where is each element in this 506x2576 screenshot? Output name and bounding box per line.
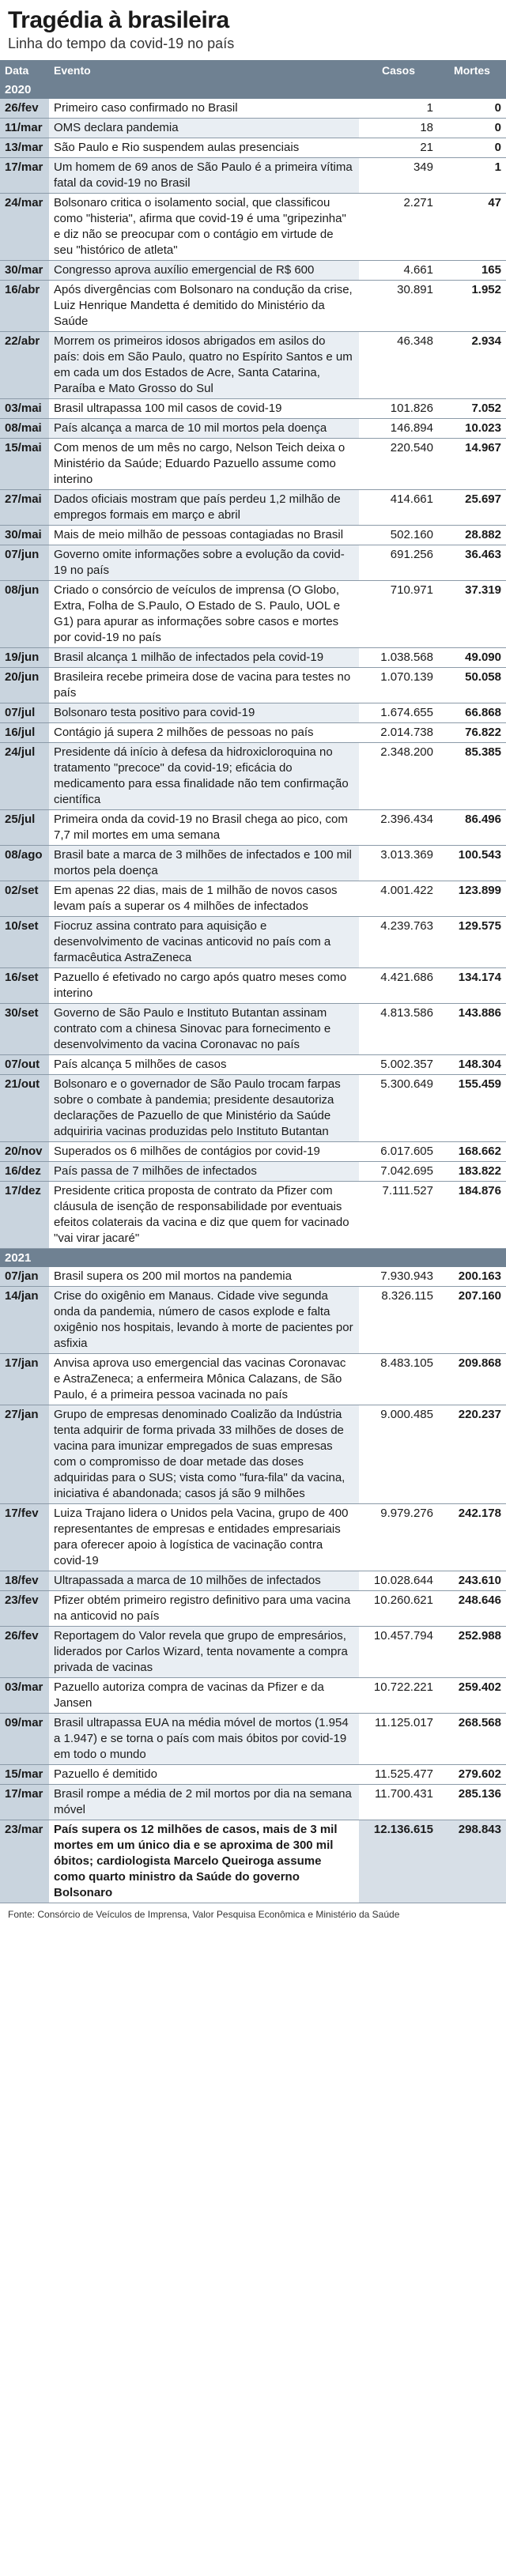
- death-count: 165: [438, 261, 506, 281]
- table-row: [0, 668, 506, 703]
- table-row: [0, 881, 506, 917]
- case-count: 46.348: [359, 332, 438, 399]
- event-date: 17/jan: [0, 1354, 49, 1405]
- death-count: 268.568: [438, 1714, 506, 1765]
- event-description: Anvisa aprova uso emergencial das vacinas Coronavac e AstraZeneca; a enfermeira Mônica Calazans, de São Paulo, é a primeira pessoa vacinada no país: [49, 1354, 359, 1405]
- event-description: Governo de São Paulo e Instituto Butantan assinam contrato com a chinesa Sinovac para fornecimento e desenvolvimento da vacina Coronavac no país: [49, 1004, 359, 1055]
- event-description: Brasileira recebe primeira dose de vacina para testes no país: [49, 668, 359, 703]
- table-row: [0, 526, 506, 545]
- case-count: 10.028.644: [359, 1571, 438, 1591]
- case-count: 414.661: [359, 490, 438, 526]
- case-count: 21: [359, 138, 438, 158]
- death-count: 184.876: [438, 1182, 506, 1249]
- death-count: 85.385: [438, 743, 506, 810]
- event-date: 30/set: [0, 1004, 49, 1055]
- table-row: [0, 99, 506, 119]
- death-count: 0: [438, 119, 506, 138]
- event-description: Fiocruz assina contrato para aquisição e desenvolvimento de vacinas anticovid no país com a farmacêutica AstraZeneca: [49, 917, 359, 968]
- death-count: 209.868: [438, 1354, 506, 1405]
- case-count: 11.125.017: [359, 1714, 438, 1765]
- event-description: País alcança 5 milhões de casos: [49, 1055, 359, 1075]
- event-description: Em apenas 22 dias, mais de 1 milhão de novos casos levam país a superar os 4 milhões de infectados: [49, 881, 359, 917]
- table-row: [0, 1055, 506, 1075]
- event-date: 03/mar: [0, 1678, 49, 1714]
- event-date: 17/dez: [0, 1182, 49, 1249]
- event-date: 19/jun: [0, 648, 49, 668]
- table-row: [0, 743, 506, 810]
- table-row: [0, 1714, 506, 1765]
- table-row: [0, 1591, 506, 1627]
- event-description: Bolsonaro testa positivo para covid-19: [49, 703, 359, 723]
- table-row: [0, 419, 506, 439]
- column-header-deaths: Mortes: [438, 60, 506, 81]
- event-date: 02/set: [0, 881, 49, 917]
- page-title: Tragédia à brasileira: [8, 7, 229, 33]
- death-count: 123.899: [438, 881, 506, 917]
- event-description: Pazuello é demitido: [49, 1765, 359, 1785]
- case-count: 502.160: [359, 526, 438, 545]
- header: [0, 8, 506, 60]
- death-count: 49.090: [438, 648, 506, 668]
- death-count: 76.822: [438, 723, 506, 743]
- year-label: 2021: [0, 1249, 506, 1268]
- event-date: 10/set: [0, 917, 49, 968]
- table-row: [0, 1354, 506, 1405]
- case-count: 5.002.357: [359, 1055, 438, 1075]
- table-row: [0, 1820, 506, 1903]
- table-row: [0, 1162, 506, 1182]
- event-description: Brasil alcança 1 milhão de infectados pela covid-19: [49, 648, 359, 668]
- table-row: [0, 119, 506, 138]
- death-count: 183.822: [438, 1162, 506, 1182]
- death-count: 207.160: [438, 1287, 506, 1354]
- case-count: 5.300.649: [359, 1075, 438, 1142]
- event-description: Reportagem do Valor revela que grupo de empresários, liderados por Carlos Wizard, tenta novamente a compra privada de vacinas: [49, 1627, 359, 1678]
- case-count: 349: [359, 158, 438, 194]
- table-row: [0, 158, 506, 194]
- table-row: [0, 917, 506, 968]
- event-date: 08/jun: [0, 581, 49, 648]
- table-row: [0, 1571, 506, 1591]
- case-count: 220.540: [359, 439, 438, 490]
- death-count: 259.402: [438, 1678, 506, 1714]
- death-count: 100.543: [438, 846, 506, 881]
- event-date: 30/mar: [0, 261, 49, 281]
- case-count: 8.483.105: [359, 1354, 438, 1405]
- case-count: 4.239.763: [359, 917, 438, 968]
- case-count: 2.014.738: [359, 723, 438, 743]
- event-description: Superados os 6 milhões de contágios por covid-19: [49, 1142, 359, 1162]
- event-date: 15/mar: [0, 1765, 49, 1785]
- case-count: 1: [359, 99, 438, 119]
- event-description: Mais de meio milhão de pessoas contagiadas no Brasil: [49, 526, 359, 545]
- table-row: [0, 332, 506, 399]
- case-count: 1.674.655: [359, 703, 438, 723]
- event-description: Presidente critica proposta de contrato da Pfizer com cláusula de isenção de responsabilidade por eventuais efeitos colaterais da vacina e diz que quem for vacinado "vai virar jacaré": [49, 1182, 359, 1249]
- event-date: 16/set: [0, 968, 49, 1004]
- death-count: 168.662: [438, 1142, 506, 1162]
- page-subtitle: Linha do tempo da covid-19 no país: [8, 36, 235, 51]
- case-count: 7.111.527: [359, 1182, 438, 1249]
- event-date: 21/out: [0, 1075, 49, 1142]
- event-description: País supera os 12 milhões de casos, mais de 3 mil mortes em um único dia e se aproxima de 300 mil óbitos; cardiologista Marcelo Queiroga assume como quarto ministro da Saúde do governo Bolsonaro: [49, 1820, 359, 1903]
- table-row: [0, 194, 506, 261]
- event-date: 07/out: [0, 1055, 49, 1075]
- source-footer: Fonte: Consórcio de Veículos de Imprensa, Valor Pesquisa Econômica e Ministério da Saúde: [8, 1909, 400, 1920]
- event-description: Pfizer obtém primeiro registro definitivo para uma vacina na anticovid no país: [49, 1591, 359, 1627]
- death-count: 7.052: [438, 399, 506, 419]
- event-description: País alcança a marca de 10 mil mortos pela doença: [49, 419, 359, 439]
- event-description: País passa de 7 milhões de infectados: [49, 1162, 359, 1182]
- year-row: [0, 1249, 506, 1268]
- event-date: 09/mar: [0, 1714, 49, 1765]
- table-row: [0, 261, 506, 281]
- case-count: 11.525.477: [359, 1765, 438, 1785]
- event-date: 15/mai: [0, 439, 49, 490]
- event-date: 24/mar: [0, 194, 49, 261]
- table-row: [0, 1678, 506, 1714]
- case-count: 12.136.615: [359, 1820, 438, 1903]
- event-description: Criado o consórcio de veículos de imprensa (O Globo, Extra, Folha de S.Paulo, O Estado de S. Paulo, UOL e G1) para apurar as informações sobre casos e mortes por covid-19 no país: [49, 581, 359, 648]
- event-date: 17/mar: [0, 1785, 49, 1820]
- case-count: 10.722.221: [359, 1678, 438, 1714]
- case-count: 9.000.485: [359, 1405, 438, 1504]
- table-row: [0, 1627, 506, 1678]
- event-description: Pazuello é efetivado no cargo após quatro meses como interino: [49, 968, 359, 1004]
- event-date: 18/fev: [0, 1571, 49, 1591]
- event-date: 17/mar: [0, 158, 49, 194]
- case-count: 11.700.431: [359, 1785, 438, 1820]
- death-count: 0: [438, 99, 506, 119]
- event-description: Grupo de empresas denominado Coalizão da Indústria tenta adquirir de forma privada 33 milhões de doses de vacina para imunizar empregados de suas empresas com o compromisso de doar metade das doses adquiridas para o SUS; vista como "fura-fila" da vacina, iniciativa é abandonada; casos já são 9 milhões: [49, 1405, 359, 1504]
- year-row: [0, 81, 506, 99]
- event-date: 26/fev: [0, 99, 49, 119]
- death-count: 252.988: [438, 1627, 506, 1678]
- event-description: Brasil ultrapassa EUA na média móvel de mortos (1.954 a 1.947) e se torna o país com mais óbitos por covid-19 em todo o mundo: [49, 1714, 359, 1765]
- table-row: [0, 1267, 506, 1287]
- event-date: 16/dez: [0, 1162, 49, 1182]
- death-count: 285.136: [438, 1785, 506, 1820]
- event-date: 23/fev: [0, 1591, 49, 1627]
- table-row: [0, 1287, 506, 1354]
- death-count: 155.459: [438, 1075, 506, 1142]
- death-count: 25.697: [438, 490, 506, 526]
- table-row: [0, 1182, 506, 1249]
- case-count: 30.891: [359, 281, 438, 332]
- event-date: 27/mai: [0, 490, 49, 526]
- event-date: 27/jan: [0, 1405, 49, 1504]
- death-count: 1: [438, 158, 506, 194]
- case-count: 4.661: [359, 261, 438, 281]
- table-row: [0, 648, 506, 668]
- case-count: 4.421.686: [359, 968, 438, 1004]
- case-count: 3.013.369: [359, 846, 438, 881]
- table-row: [0, 1405, 506, 1504]
- case-count: 710.971: [359, 581, 438, 648]
- event-date: 16/jul: [0, 723, 49, 743]
- event-date: 24/jul: [0, 743, 49, 810]
- death-count: 129.575: [438, 917, 506, 968]
- event-date: 17/fev: [0, 1504, 49, 1571]
- death-count: 148.304: [438, 1055, 506, 1075]
- case-count: 4.001.422: [359, 881, 438, 917]
- death-count: 37.319: [438, 581, 506, 648]
- event-description: Brasil bate a marca de 3 milhões de infectados e 100 mil mortos pela doença: [49, 846, 359, 881]
- event-description: Presidente dá início à defesa da hidroxicloroquina no tratamento "precoce" da covid-19; eficácia do medicamento para essa finalidade não tem confirmação científica: [49, 743, 359, 810]
- death-count: 134.174: [438, 968, 506, 1004]
- death-count: 248.646: [438, 1591, 506, 1627]
- table-row: [0, 1142, 506, 1162]
- death-count: 220.237: [438, 1405, 506, 1504]
- event-description: Bolsonaro e o governador de São Paulo trocam farpas sobre o combate à pandemia; presidente desautoriza declarações de Pazuello de que Ministério da Saúde adquiriria vacinas produzidas pelo Instituto Butantan: [49, 1075, 359, 1142]
- table-row: [0, 1765, 506, 1785]
- death-count: 242.178: [438, 1504, 506, 1571]
- case-count: 9.979.276: [359, 1504, 438, 1571]
- table-row: [0, 1075, 506, 1142]
- table-row: [0, 138, 506, 158]
- column-header-event: Evento: [49, 60, 359, 81]
- table-row: [0, 281, 506, 332]
- case-count: 2.396.434: [359, 810, 438, 846]
- table-row: [0, 1504, 506, 1571]
- death-count: 28.882: [438, 526, 506, 545]
- event-description: Pazuello autoriza compra de vacinas da Pfizer e da Jansen: [49, 1678, 359, 1714]
- event-description: Congresso aprova auxílio emergencial de R$ 600: [49, 261, 359, 281]
- event-date: 25/jul: [0, 810, 49, 846]
- death-count: 10.023: [438, 419, 506, 439]
- event-description: Um homem de 69 anos de São Paulo é a primeira vítima fatal da covid-19 no Brasil: [49, 158, 359, 194]
- table-row: [0, 1004, 506, 1055]
- column-header-date: Data: [0, 60, 49, 81]
- event-date: 30/mai: [0, 526, 49, 545]
- case-count: 7.930.943: [359, 1267, 438, 1287]
- table-row: [0, 846, 506, 881]
- event-date: 22/abr: [0, 332, 49, 399]
- case-count: 2.348.200: [359, 743, 438, 810]
- event-description: Brasil supera os 200 mil mortos na pandemia: [49, 1267, 359, 1287]
- table-row: [0, 703, 506, 723]
- event-description: Luiza Trajano lidera o Unidos pela Vacina, grupo de 400 representantes de empresas e entidades empresariais para oferecer apoio à logística de vacinação contra covid-19: [49, 1504, 359, 1571]
- table-row: [0, 439, 506, 490]
- death-count: 298.843: [438, 1820, 506, 1903]
- event-description: Com menos de um mês no cargo, Nelson Teich deixa o Ministério da Saúde; Eduardo Pazuello assume como interino: [49, 439, 359, 490]
- case-count: 146.894: [359, 419, 438, 439]
- death-count: 279.602: [438, 1765, 506, 1785]
- event-date: 20/jun: [0, 668, 49, 703]
- table-body: [0, 81, 506, 1903]
- table-row: [0, 490, 506, 526]
- death-count: 14.967: [438, 439, 506, 490]
- event-date: 23/mar: [0, 1820, 49, 1903]
- timeline-table: [0, 60, 506, 1903]
- case-count: 7.042.695: [359, 1162, 438, 1182]
- table-row: [0, 399, 506, 419]
- event-date: 20/nov: [0, 1142, 49, 1162]
- event-description: Brasil rompe a média de 2 mil mortos por dia na semana móvel: [49, 1785, 359, 1820]
- case-count: 1.038.568: [359, 648, 438, 668]
- death-count: 0: [438, 138, 506, 158]
- case-count: 1.070.139: [359, 668, 438, 703]
- case-count: 10.260.621: [359, 1591, 438, 1627]
- event-description: Primeira onda da covid-19 no Brasil chega ao pico, com 7,7 mil mortes em uma semana: [49, 810, 359, 846]
- event-description: Brasil ultrapassa 100 mil casos de covid-19: [49, 399, 359, 419]
- event-description: Governo omite informações sobre a evolução da covid-19 no país: [49, 545, 359, 581]
- year-label: 2020: [0, 81, 506, 99]
- event-date: 07/jun: [0, 545, 49, 581]
- event-description: Após divergências com Bolsonaro na condução da crise, Luiz Henrique Mandetta é demitido do Ministério da Saúde: [49, 281, 359, 332]
- event-description: Dados oficiais mostram que país perdeu 1,2 milhão de empregos formais em março e abril: [49, 490, 359, 526]
- death-count: 50.058: [438, 668, 506, 703]
- table-row: [0, 810, 506, 846]
- case-count: 4.813.586: [359, 1004, 438, 1055]
- event-description: Ultrapassada a marca de 10 milhões de infectados: [49, 1571, 359, 1591]
- column-header-cases: Casos: [359, 60, 438, 81]
- event-description: Morrem os primeiros idosos abrigados em asilos do país: dois em São Paulo, quatro no Espírito Santos e um em cada um dos Estados de Acre, Santa Catarina, Paraíba e Mato Grosso do Sul: [49, 332, 359, 399]
- case-count: 8.326.115: [359, 1287, 438, 1354]
- death-count: 200.163: [438, 1267, 506, 1287]
- event-description: Crise do oxigênio em Manaus. Cidade vive segunda onda da pandemia, número de casos explode e falta oxigênio nos hospitais, levando à morte de pacientes por asfixia: [49, 1287, 359, 1354]
- death-count: 2.934: [438, 332, 506, 399]
- event-date: 26/fev: [0, 1627, 49, 1678]
- event-date: 08/ago: [0, 846, 49, 881]
- event-description: São Paulo e Rio suspendem aulas presenciais: [49, 138, 359, 158]
- table-row: [0, 545, 506, 581]
- case-count: 6.017.605: [359, 1142, 438, 1162]
- death-count: 86.496: [438, 810, 506, 846]
- table-row: [0, 968, 506, 1004]
- event-date: 16/abr: [0, 281, 49, 332]
- event-description: Contágio já supera 2 milhões de pessoas no país: [49, 723, 359, 743]
- event-date: 13/mar: [0, 138, 49, 158]
- death-count: 143.886: [438, 1004, 506, 1055]
- table-header-row: [0, 60, 506, 81]
- event-date: 07/jan: [0, 1267, 49, 1287]
- case-count: 2.271: [359, 194, 438, 261]
- event-date: 08/mai: [0, 419, 49, 439]
- case-count: 10.457.794: [359, 1627, 438, 1678]
- case-count: 101.826: [359, 399, 438, 419]
- event-description: Bolsonaro critica o isolamento social, que classificou como "histeria", afirma que covid-19 é uma "gripezinha" e diz não se preocupar com o contágio em virtude de seu "histórico de atleta": [49, 194, 359, 261]
- death-count: 1.952: [438, 281, 506, 332]
- table-row: [0, 1785, 506, 1820]
- table-row: [0, 581, 506, 648]
- event-date: 14/jan: [0, 1287, 49, 1354]
- case-count: 18: [359, 119, 438, 138]
- death-count: 66.868: [438, 703, 506, 723]
- event-description: Primeiro caso confirmado no Brasil: [49, 99, 359, 119]
- death-count: 36.463: [438, 545, 506, 581]
- table-row: [0, 723, 506, 743]
- case-count: 691.256: [359, 545, 438, 581]
- event-date: 03/mai: [0, 399, 49, 419]
- death-count: 47: [438, 194, 506, 261]
- event-description: OMS declara pandemia: [49, 119, 359, 138]
- event-date: 11/mar: [0, 119, 49, 138]
- death-count: 243.610: [438, 1571, 506, 1591]
- event-date: 07/jul: [0, 703, 49, 723]
